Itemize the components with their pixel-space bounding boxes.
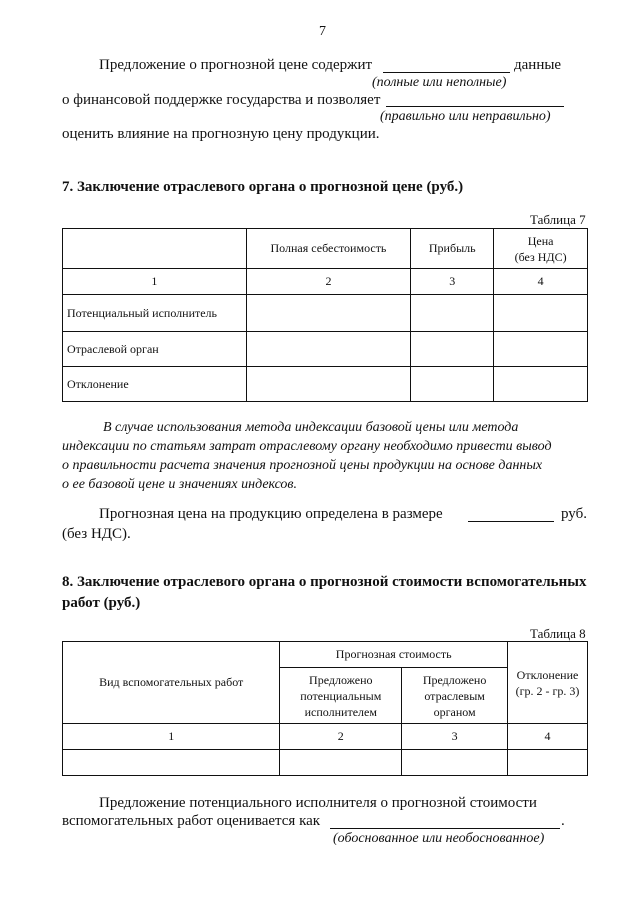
section8-closing-line1: Предложение потенциального исполнителя о прогнозной стоимости: [99, 795, 537, 811]
table8-num-3: 3: [402, 724, 508, 750]
table7-num-3: 3: [411, 269, 494, 295]
table8-header-by-authority: [402, 668, 508, 724]
table7-cell[interactable]: [246, 332, 411, 367]
table7-header-empty: [63, 229, 247, 269]
section7-heading: 7. Заключение отраслевого органа о прогнозной цене (руб.): [62, 179, 464, 195]
table7-cell[interactable]: [494, 332, 588, 367]
table8-header-by-executor-line3: исполнителем: [304, 704, 377, 719]
table7-cell[interactable]: [411, 295, 494, 332]
table7-cell[interactable]: [246, 367, 411, 402]
table8-header-deviation-line2: (гр. 2 - гр. 3): [515, 683, 580, 698]
intro-hint-1: (полные или неполные): [372, 75, 507, 90]
table-row: [63, 332, 588, 367]
section8-closing-hint: (обоснованное или необоснованное): [333, 831, 545, 846]
section7-note-line2: индексации по статьям затрат отраслевому органу необходимо привести вывод: [62, 439, 552, 454]
table8-cell[interactable]: [280, 750, 402, 776]
table8: [62, 641, 588, 776]
intro-blank-2[interactable]: [386, 106, 564, 107]
table7: [62, 228, 588, 402]
table8-cell[interactable]: [402, 750, 508, 776]
table7-header-price-line2: (без НДС): [514, 249, 567, 264]
section7-note-line3: о правильности расчета значения прогнозной цены продукции на основе данных: [62, 458, 543, 473]
table8-header-by-authority-line1: Предложено: [422, 672, 487, 687]
section8-closing-blank[interactable]: [330, 828, 560, 829]
section7-price-line2: (без НДС).: [62, 526, 131, 542]
table8-header-deviation-line1: Отклонение: [516, 667, 579, 682]
intro-line2: о финансовой поддержке государства и позволяет: [62, 92, 381, 108]
table8-header-by-executor: [280, 668, 402, 724]
table8-header-forecast-cost: Прогнозная стоимость: [280, 642, 508, 668]
table7-row-label-deviation: Отклонение: [63, 367, 247, 402]
table8-cell[interactable]: [508, 750, 588, 776]
table-row: [63, 295, 588, 332]
intro-line1-a: Предложение о прогнозной цене содержит: [99, 57, 373, 73]
section7-price-line-b: руб.: [561, 506, 587, 522]
table8-header-by-executor-line2: потенциальным: [300, 688, 382, 703]
table8-num-2: 2: [280, 724, 402, 750]
page-number: 7: [319, 24, 326, 39]
table7-cell[interactable]: [411, 332, 494, 367]
table7-num-4: 4: [494, 269, 588, 295]
table7-num-2: 2: [246, 269, 411, 295]
table-row: [63, 750, 588, 776]
table7-cell[interactable]: [494, 367, 588, 402]
intro-hint-2: (правильно или неправильно): [380, 109, 551, 124]
table-row: [63, 367, 588, 402]
section8-heading-2: работ (руб.): [62, 595, 141, 611]
table7-cell[interactable]: [246, 295, 411, 332]
section7-price-blank[interactable]: [468, 521, 554, 522]
table8-header-by-authority-line2: отраслевым: [424, 688, 485, 703]
section8-heading-1: 8. Заключение отраслевого органа о прогнозной стоимости вспомогательных: [62, 574, 587, 590]
table7-header-price: [494, 229, 588, 269]
section7-note-line4: о ее базовой цене и значениях индексов.: [62, 477, 298, 492]
table7-num-1: 1: [63, 269, 247, 295]
table7-header-price-line1: Цена: [527, 233, 554, 248]
table8-header-work-type: Вид вспомогательных работ: [63, 642, 280, 724]
table8-header-by-authority-line3: органом: [433, 704, 476, 719]
section8-closing-end: .: [561, 813, 565, 829]
section7-price-line-a: Прогнозная цена на продукцию определена в размере: [99, 506, 443, 522]
table8-label: Таблица 8: [530, 626, 586, 641]
table7-header-cost: Полная себестоимость: [246, 229, 411, 269]
section7-note-line1: В случае использования метода индексации базовой цены или метода: [103, 420, 519, 435]
section8-closing-line2: вспомогательных работ оценивается как: [62, 813, 321, 829]
table7-cell[interactable]: [411, 367, 494, 402]
table8-header-by-executor-line1: Предложено: [309, 672, 373, 687]
table7-label: Таблица 7: [530, 212, 586, 227]
intro-blank-1[interactable]: [383, 72, 510, 73]
table8-header-deviation: [508, 642, 588, 724]
table8-num-1: 1: [63, 724, 280, 750]
table8-num-4: 4: [508, 724, 588, 750]
table7-header-profit: Прибыль: [411, 229, 494, 269]
table7-row-label-authority: Отраслевой орган: [63, 332, 247, 367]
table7-row-label-executor: Потенциальный исполнитель: [63, 295, 247, 332]
table8-cell[interactable]: [63, 750, 280, 776]
intro-line1-b: данные: [514, 57, 562, 73]
intro-line3: оценить влияние на прогнозную цену продукции.: [62, 126, 380, 142]
table7-cell[interactable]: [494, 295, 588, 332]
